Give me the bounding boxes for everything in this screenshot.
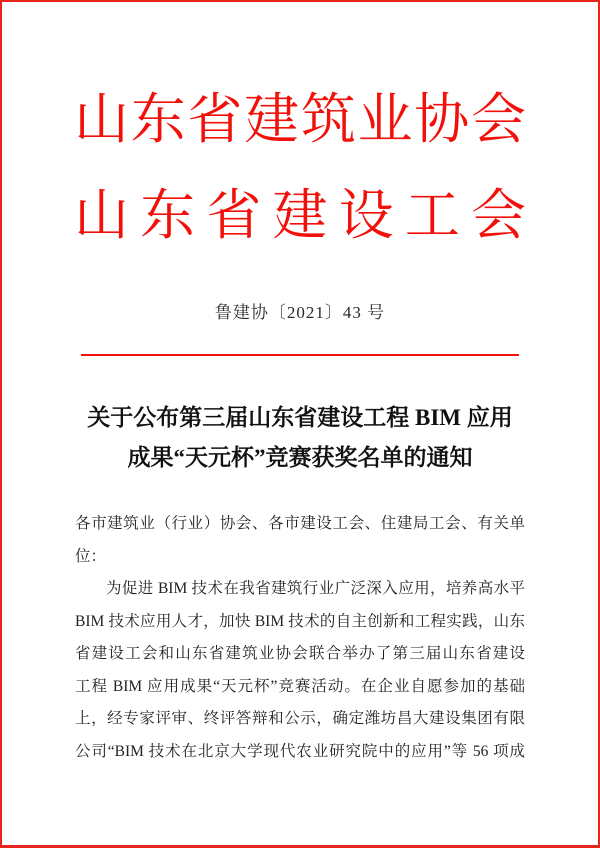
body-paragraph-line-3: 省建设工会和山东省建筑业协会联合举办了第三届山东省建设 [75,645,525,662]
document-title-line-2: 成果“天元杯”竞赛获奖名单的通知 [127,445,473,470]
red-divider-line [81,354,519,356]
salutation-line-2: 位： [75,547,107,565]
document-title [40,398,560,478]
document-body [75,508,525,768]
body-paragraph-line-1: 为促进 BIM 技术在我省建筑行业广泛深入应用，培养高水平 [106,580,525,597]
body-paragraph-line-5: 上，经专家评审、终评答辩和公示，确定潍坊昌大建设集团有限 [75,710,525,727]
document-number: 鲁建协〔2021〕43 号 [214,303,386,322]
letterhead-org-line-2: 山东省建设工会 [74,185,526,246]
salutation-line-1: 各市建筑业（行业）协会、各市建设工会、住建局工会、有关单 [75,515,525,532]
body-paragraph-line-6: 公司“BIM 技术在北京大学现代农业研究院中的应用”等 56 项成 [75,742,525,760]
document-title-line-1: 关于公布第三届山东省建设工程 BIM 应用 [87,405,513,430]
letterhead-org-line-1: 山东省建筑业协会 [74,89,526,150]
body-paragraph-line-4: 工程 BIM 应用成果“天元杯”竞赛活动。在企业自愿参加的基础 [75,677,525,695]
body-paragraph-line-2: BIM 技术应用人才，加快 BIM 技术的自主创新和工程实践，山东 [75,612,525,630]
